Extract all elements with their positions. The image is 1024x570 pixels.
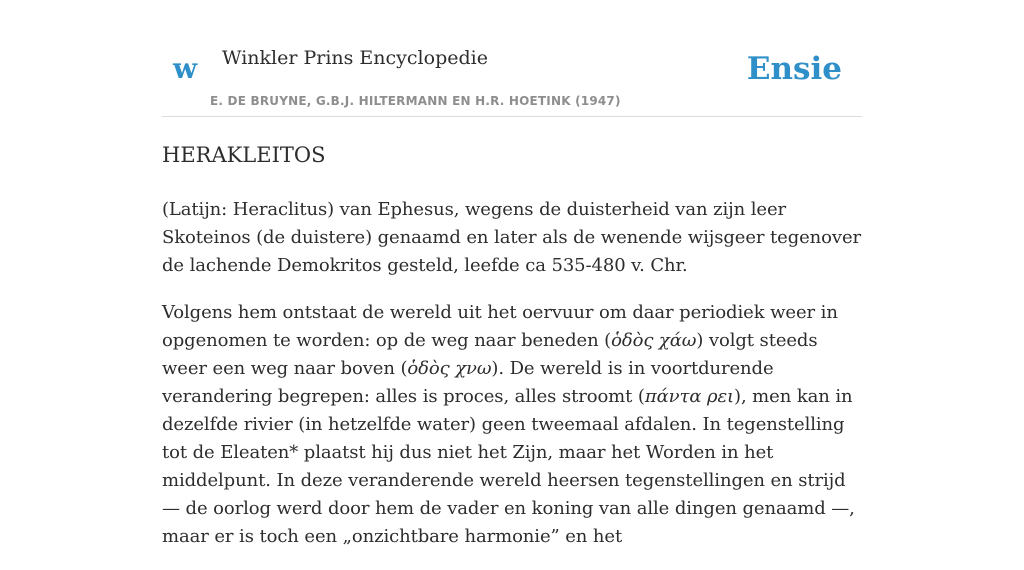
greek-phrase: ὁδὸς χνω (407, 358, 492, 379)
text-segment: ), men kan in dezelfde rivier (in hetzelfde water) geen tweemaal afdalen. In tegenstelling tot de Eleaten* plaatst hij dus niet het Zijn, maar het Worden in het middelpunt. In deze veranderende wereld heersen tegenstellingen en strijd — de oorlog werd door hem de vader en koning van alle dingen genaamd —, maar er is toch een „onzichtbare harmonie” en het (162, 386, 855, 547)
authors-line: E. DE BRUYNE, G.B.J. HILTERMANN EN H.R. HOETINK (1947) (210, 94, 621, 108)
article-body (162, 138, 862, 570)
article-title: HERAKLEITOS (162, 143, 326, 167)
greek-phrase: πάντα ρει (644, 386, 735, 407)
paragraph-main (162, 299, 862, 551)
paragraph-intro: (Latijn: Heraclitus) van Ephesus, wegens de duisterheid van zijn leer Skoteinos (de duistere) genaamd en later als de wenende wijsgeer tegenover de lachende Demokritos gesteld, leefde ca 535-480 v. Chr. (162, 199, 862, 276)
site-logo[interactable]: w (173, 52, 198, 85)
brand-logo[interactable]: Ensie (746, 51, 842, 87)
text-segment: Volgens hem ontstaat de wereld uit het oervuur om daar periodiek weer in opgenomen te worden: op de weg naar beneden ( (162, 302, 838, 351)
site-header (162, 0, 862, 117)
encyclopedia-title[interactable]: Winkler Prins Encyclopedie (222, 47, 488, 69)
text-segment: ). De wereld is in voortdurende verandering begrepen: alles is proces, alles stroomt ( (162, 358, 774, 407)
greek-phrase: ὁδὸς χάω (611, 330, 697, 351)
text-segment: ) volgt steeds weer een weg naar boven ( (162, 330, 818, 379)
